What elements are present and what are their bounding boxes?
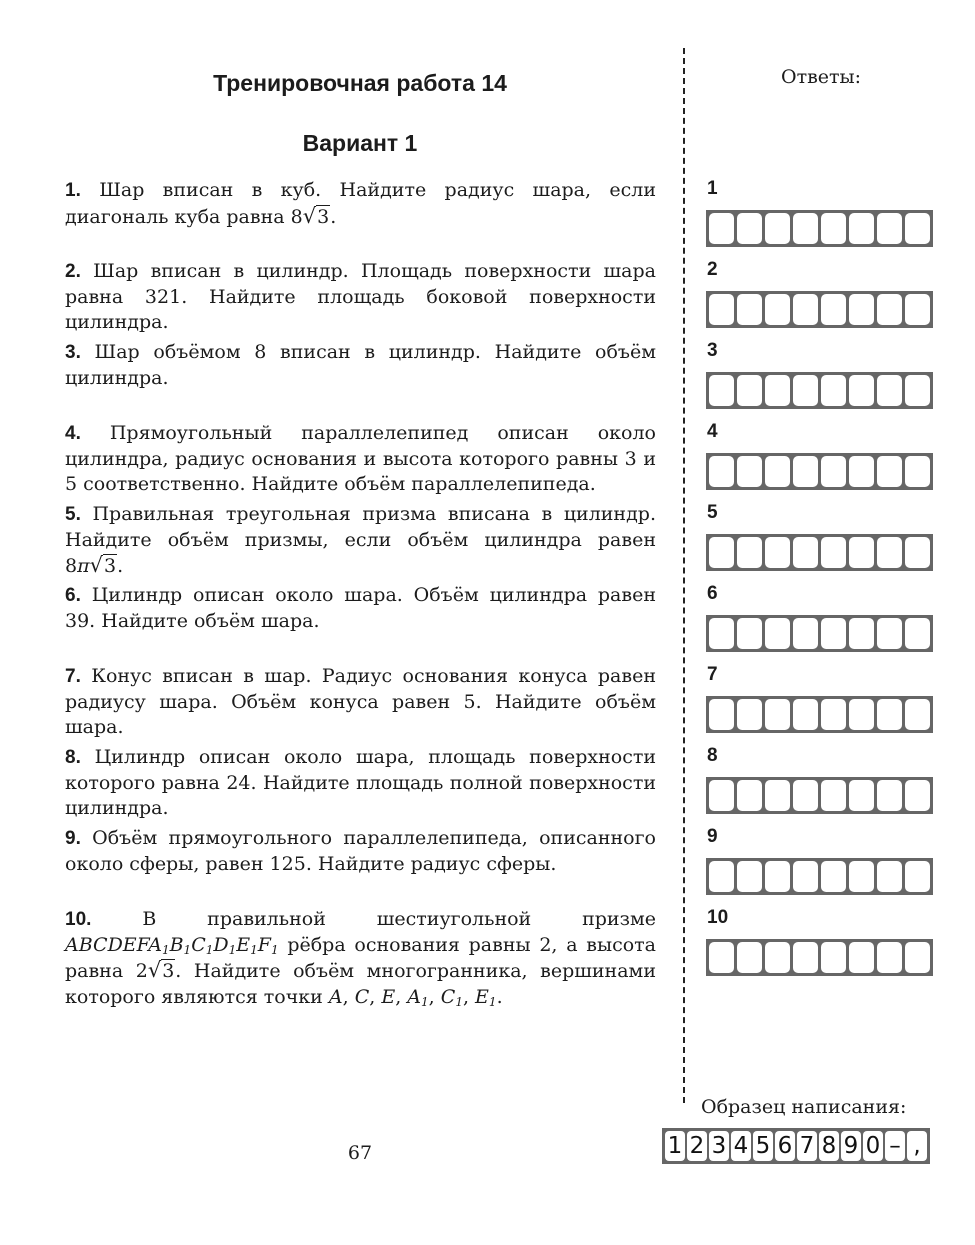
problem-text: Цилиндр описан около шара. Объём цилиндра равен 39. Найдите объём шара. — [65, 584, 656, 632]
sample-digits — [662, 1128, 930, 1164]
page-number: 67 — [347, 1142, 373, 1164]
sample-digit: 0 — [863, 1131, 883, 1161]
answers-header: Ответы: — [781, 66, 862, 88]
answer-label-1: 1 — [707, 178, 718, 199]
answer-label-5: 5 — [707, 502, 718, 523]
sample-digit: 5 — [753, 1131, 773, 1161]
problem-10: 10. В правильной шестиугольной призме $ABCDEFA_1B_1C_1D_1E_1F_1$ рёбра основания равны 2, а высота равна 2√3. Найдите объём многогранника, вершинами которого являются точки A, C, E, $A_1$, $C_1$, $E_1$. — [65, 908, 656, 1009]
problem-number: 7. — [65, 666, 81, 687]
problem-number: 9. — [65, 828, 81, 849]
problem-number: 6. — [65, 585, 81, 606]
prism-name: $ABCDEFA_1B_1C_1D_1E_1F_1$ — [65, 933, 279, 957]
answer-label-8: 8 — [707, 745, 718, 766]
sample-digit: 4 — [731, 1131, 751, 1161]
answer-grid-3[interactable] — [706, 372, 933, 409]
page-title: Тренировочная работа 14 — [213, 70, 507, 96]
problem-number: 10. — [65, 909, 92, 930]
answer-label-10: 10 — [707, 907, 729, 928]
answer-label-2: 2 — [707, 259, 718, 280]
problem-9 — [65, 826, 656, 877]
answer-grid-10[interactable] — [706, 939, 933, 976]
sample-digit: 1 — [665, 1131, 685, 1161]
answer-label-4: 4 — [707, 421, 718, 442]
answer-grid-2[interactable] — [706, 291, 933, 328]
answer-grid-6[interactable] — [706, 615, 933, 652]
answer-label-9: 9 — [707, 826, 718, 847]
problem-6 — [65, 583, 656, 634]
answer-grid-8[interactable] — [706, 777, 933, 814]
sample-digit: 3 — [709, 1131, 729, 1161]
answer-grid-1[interactable] — [706, 210, 933, 247]
sample-comma: , — [907, 1131, 927, 1161]
problem-text: Цилиндр описан около шара, площадь поверхности которого равна 24. Найдите площадь полной поверхности цилиндра. — [65, 746, 657, 819]
problem-number: 4. — [65, 423, 81, 444]
problem-number: 2. — [65, 261, 81, 282]
sqrt-expression: √3 — [147, 958, 175, 982]
sqrt-expression: √3 — [89, 553, 117, 577]
sample-digit: 9 — [841, 1131, 861, 1161]
problem-number: 1. — [65, 180, 81, 201]
answer-label-3: 3 — [707, 340, 718, 361]
variant-heading: Вариант 1 — [302, 130, 418, 156]
problem-text: Прямоугольный параллелепипед описан около цилиндра, радиус основания и высота которого равны 3 и 5 соответственно. Найдите объём параллелепипеда. — [65, 422, 656, 495]
sample-dash: – — [885, 1131, 905, 1161]
problem-5: 5. Правильная треугольная призма вписана в цилиндр. Найдите объём призмы, если объём цилиндра равен 8π√3. — [65, 503, 656, 577]
sample-label: Образец написания: — [701, 1096, 907, 1118]
problem-3 — [65, 340, 656, 391]
problem-number: 5. — [65, 504, 81, 525]
problem-4 — [65, 421, 656, 498]
problem-text: Объём прямоугольного параллелепипеда, описанного около сферы, равен 125. Найдите радиус сферы. — [65, 827, 656, 875]
problem-text: Конус вписан в шар. Радиус основания конуса равен радиусу шара. Объём конуса равен 5. Найдите объём шара. — [65, 665, 656, 738]
problem-text: Шар объёмом 8 вписан в цилиндр. Найдите объём цилиндра. — [65, 341, 656, 389]
answer-label-6: 6 — [707, 583, 718, 604]
answer-grid-7[interactable] — [706, 696, 933, 733]
problem-7 — [65, 664, 656, 741]
problem-2 — [65, 259, 656, 336]
sample-digit: 7 — [797, 1131, 817, 1161]
problem-text: Шар вписан в цилиндр. Площадь поверхности шара равна 321. Найдите площадь боковой поверхности цилиндра. — [65, 260, 656, 333]
answer-label-7: 7 — [707, 664, 718, 685]
answer-grid-5[interactable] — [706, 534, 933, 571]
answer-grid-9[interactable] — [706, 858, 933, 895]
problem-number: 8. — [65, 747, 81, 768]
sqrt-expression: √3 — [302, 203, 330, 228]
answer-grid-4[interactable] — [706, 453, 933, 490]
problem-8 — [65, 745, 656, 822]
problem-text: Правильная треугольная призма вписана в цилиндр. Найдите объём призмы, если объём цилиндра равен 8 — [65, 503, 656, 577]
sample-digit: 2 — [687, 1131, 707, 1161]
sample-digit: 6 — [775, 1131, 795, 1161]
problem-number: 3. — [65, 342, 81, 363]
dashed-divider — [683, 48, 685, 1103]
problem-1: 1. Шар вписан в куб. Найдите радиус шара, если диагональ куба равна 8√3. — [65, 179, 656, 228]
problem-text: Шар вписан в куб. Найдите радиус шара, если диагональ куба равна 8 — [65, 179, 656, 228]
sample-digit: 8 — [819, 1131, 839, 1161]
